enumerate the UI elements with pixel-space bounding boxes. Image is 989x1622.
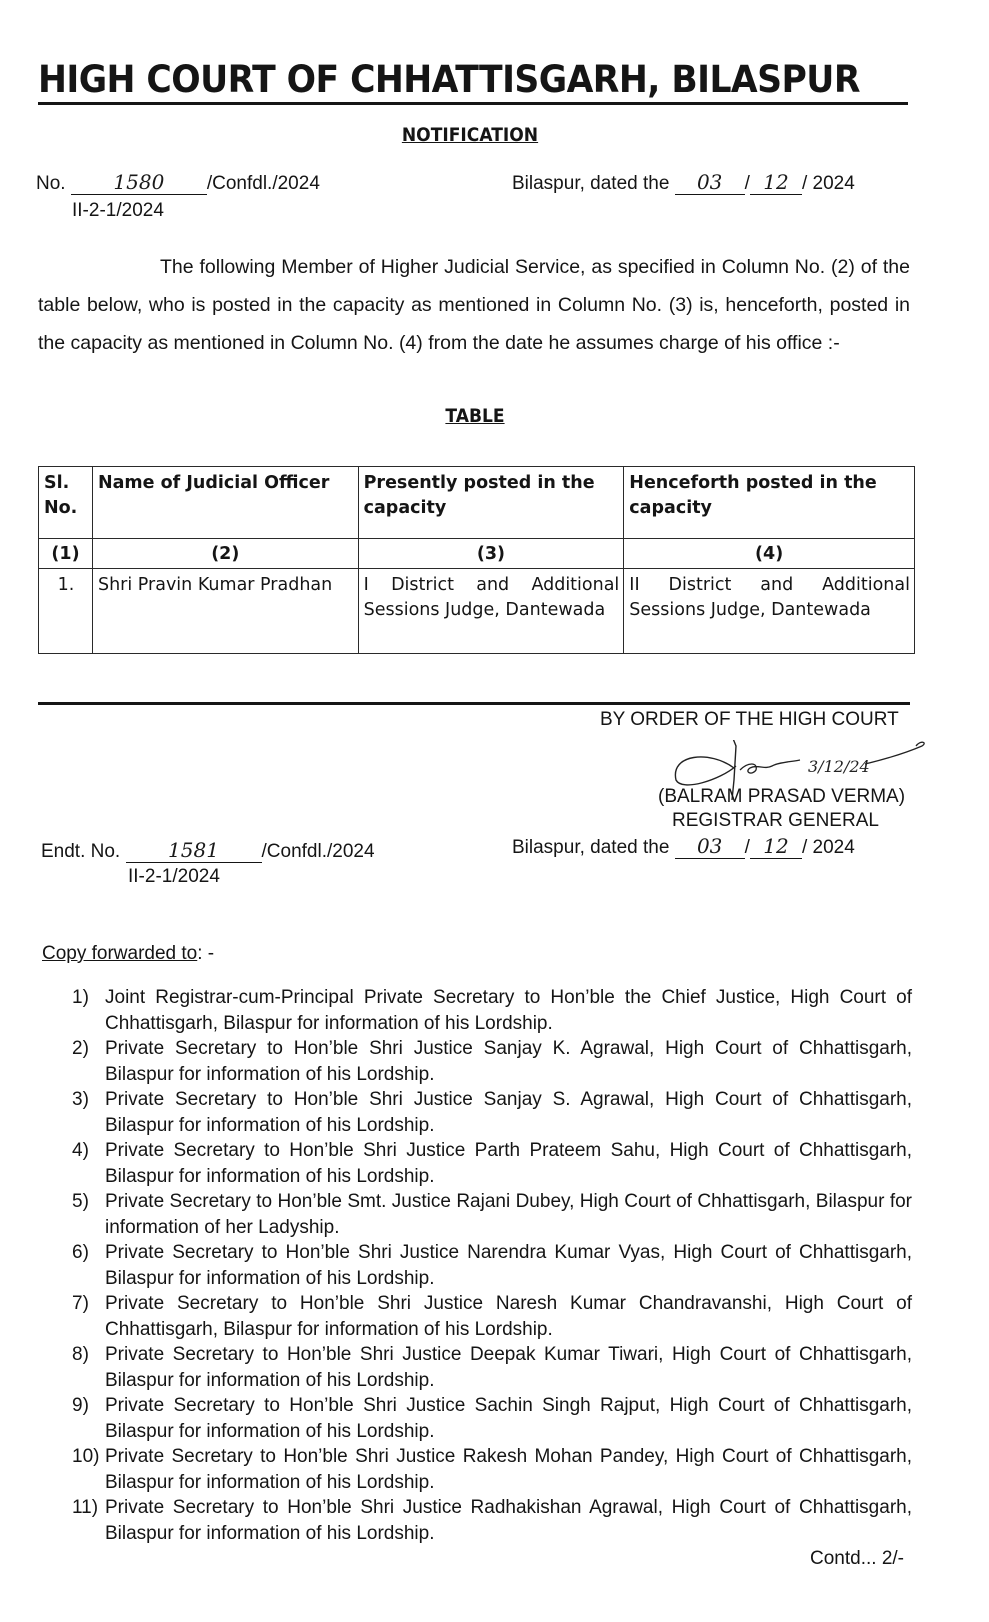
list-item-text: Private Secretary to Hon’ble Shri Justice Naresh Kumar Chandravanshi, High Court of Chhattisgarh, Bilaspur for information of his Lordship. (105, 1293, 912, 1340)
list-item (72, 1291, 912, 1342)
column-number-3: (3) (358, 539, 624, 569)
endorsement-day-handwritten: 03 (675, 836, 745, 859)
endorsement-month-handwritten: 12 (750, 836, 802, 859)
list-item-text: Joint Registrar-cum-Principal Private Secretary to Hon’ble the Chief Justice, High Court of Chhattisgarh, Bilaspur for information of his Lordship. (105, 987, 912, 1034)
copy-forwarded-heading (42, 943, 214, 965)
list-item (72, 1444, 912, 1495)
list-item (72, 985, 912, 1036)
date-separator: / (744, 837, 750, 858)
list-item (72, 1342, 912, 1393)
table-heading: TABLE (445, 405, 505, 427)
notification-number-suffix: /Confdl./2024 (206, 173, 320, 194)
cell-present-posting: I District and Additional Sessions Judge, Dantewada (358, 569, 624, 654)
endorsement-file-number: II-2-1/2024 (128, 866, 220, 887)
date-separator: / (744, 173, 750, 194)
notification-number-handwritten: 1580 (71, 172, 207, 195)
notification-paragraph-text: The following Member of Higher Judicial Service, as specified in Column No. (2) of the table below, who is posted in the capacity as mentioned in Column No. (3) is, henceforth, posted in the capacity as mentioned in Column No. (4) from the date he assumes charge of his office :- (38, 256, 910, 354)
notification-paragraph (38, 248, 910, 362)
notification-number-line (36, 172, 320, 195)
list-item (72, 1036, 912, 1087)
column-number-1: (1) (39, 539, 93, 569)
endorsement-number-line (41, 840, 375, 863)
endorsement-year: / 2024 (801, 837, 855, 858)
list-item-number: 1) (72, 987, 89, 1008)
notification-number-prefix: No. (36, 173, 66, 194)
list-item-text: Private Secretary to Hon’ble Shri Justice Deepak Kumar Tiwari, High Court of Chhattisgarh, Bilaspur for information of his Lordship. (105, 1344, 912, 1391)
list-item-number: 3) (72, 1089, 89, 1110)
court-title: HIGH COURT OF CHHATTISGARH, BILASPUR (38, 58, 860, 101)
list-item-text: Private Secretary to Hon’ble Shri Justice Rakesh Mohan Pandey, High Court of Chhattisgarh, Bilaspur for information of his Lordship. (105, 1446, 912, 1493)
list-item-number: 2) (72, 1038, 89, 1059)
list-item-text: Private Secretary to Hon’ble Smt. Justice Rajani Dubey, High Court of Chhattisgarh, Bilaspur for information of her Ladyship. (105, 1191, 912, 1238)
list-item (72, 1189, 912, 1240)
list-item-number: 7) (72, 1293, 89, 1314)
copy-forwarded-suffix: : - (197, 943, 215, 964)
header-present-posting: Presently posted in the capacity (358, 467, 624, 539)
list-item-number: 4) (72, 1140, 89, 1161)
copy-forwarded-list (72, 985, 912, 1546)
by-order-text: BY ORDER OF THE HIGH COURT (600, 709, 899, 730)
column-number-2: (2) (92, 539, 358, 569)
copy-forwarded-label: Copy forwarded to (42, 943, 198, 964)
list-item-text: Private Secretary to Hon’ble Shri Justice Radhakishan Agrawal, High Court of Chhattisgarh, Bilaspur for information of his Lordship. (105, 1497, 912, 1544)
table-row (39, 569, 915, 654)
signatory-name: (BALRAM PRASAD VERMA) (658, 786, 906, 807)
column-number-row (39, 539, 915, 569)
list-item-text: Private Secretary to Hon’ble Shri Justice Sachin Singh Rajput, High Court of Chhattisgarh, Bilaspur for information of his Lordship. (105, 1395, 912, 1442)
list-item-number: 11) (72, 1497, 99, 1518)
endorsement-number-suffix: /Confdl./2024 (261, 841, 375, 862)
header-officer-name: Name of Judicial Officer (92, 467, 358, 539)
posting-table (38, 466, 915, 654)
notification-day-handwritten: 03 (675, 172, 745, 195)
court-title-underline (38, 102, 908, 105)
separator-rule (38, 702, 910, 705)
notification-file-number: II-2-1/2024 (72, 200, 164, 221)
list-item (72, 1393, 912, 1444)
list-item-number: 8) (72, 1344, 89, 1365)
list-item (72, 1495, 912, 1546)
signature-date-handwritten: 3/12/24 (808, 757, 870, 776)
notification-heading: NOTIFICATION (401, 124, 539, 146)
notification-date-label: Bilaspur, dated the (512, 173, 670, 194)
list-item-text: Private Secretary to Hon’ble Shri Justice Sanjay K. Agrawal, High Court of Chhattisgarh, Bilaspur for information of his Lordship. (105, 1038, 912, 1085)
endorsement-number-handwritten: 1581 (126, 840, 262, 863)
list-item-text: Private Secretary to Hon’ble Shri Justice Parth Prateem Sahu, High Court of Chhattisgarh, Bilaspur for information of his Lordship. (105, 1140, 912, 1187)
header-sl-no: Sl. No. (39, 467, 93, 539)
list-item (72, 1087, 912, 1138)
endorsement-date-line (512, 836, 855, 859)
list-item-number: 10) (72, 1446, 100, 1467)
notification-date-line (512, 172, 855, 195)
list-item-text: Private Secretary to Hon’ble Shri Justice Narendra Kumar Vyas, High Court of Chhattisgarh, Bilaspur for information of his Lordship. (105, 1242, 912, 1289)
header-new-posting: Henceforth posted in the capacity (624, 467, 915, 539)
list-item-number: 9) (72, 1395, 89, 1416)
table-header-row (39, 467, 915, 539)
endorsement-date-label: Bilaspur, dated the (512, 837, 670, 858)
cell-new-posting: II District and Additional Sessions Judge, Dantewada (624, 569, 915, 654)
notification-year: / 2024 (801, 173, 855, 194)
list-item (72, 1240, 912, 1291)
endorsement-number-prefix: Endt. No. (41, 841, 121, 862)
list-item-number: 6) (72, 1242, 89, 1263)
list-item-number: 5) (72, 1191, 89, 1212)
list-item (72, 1138, 912, 1189)
column-number-4: (4) (624, 539, 915, 569)
cell-sl-no: 1. (39, 569, 93, 654)
list-item-text: Private Secretary to Hon’ble Shri Justice Sanjay S. Agrawal, High Court of Chhattisgarh, Bilaspur for information of his Lordship. (105, 1089, 912, 1136)
continued-note: Contd... 2/- (810, 1548, 904, 1569)
cell-officer-name: Shri Pravin Kumar Pradhan (92, 569, 358, 654)
signatory-designation: REGISTRAR GENERAL (672, 810, 879, 831)
notification-month-handwritten: 12 (750, 172, 802, 195)
